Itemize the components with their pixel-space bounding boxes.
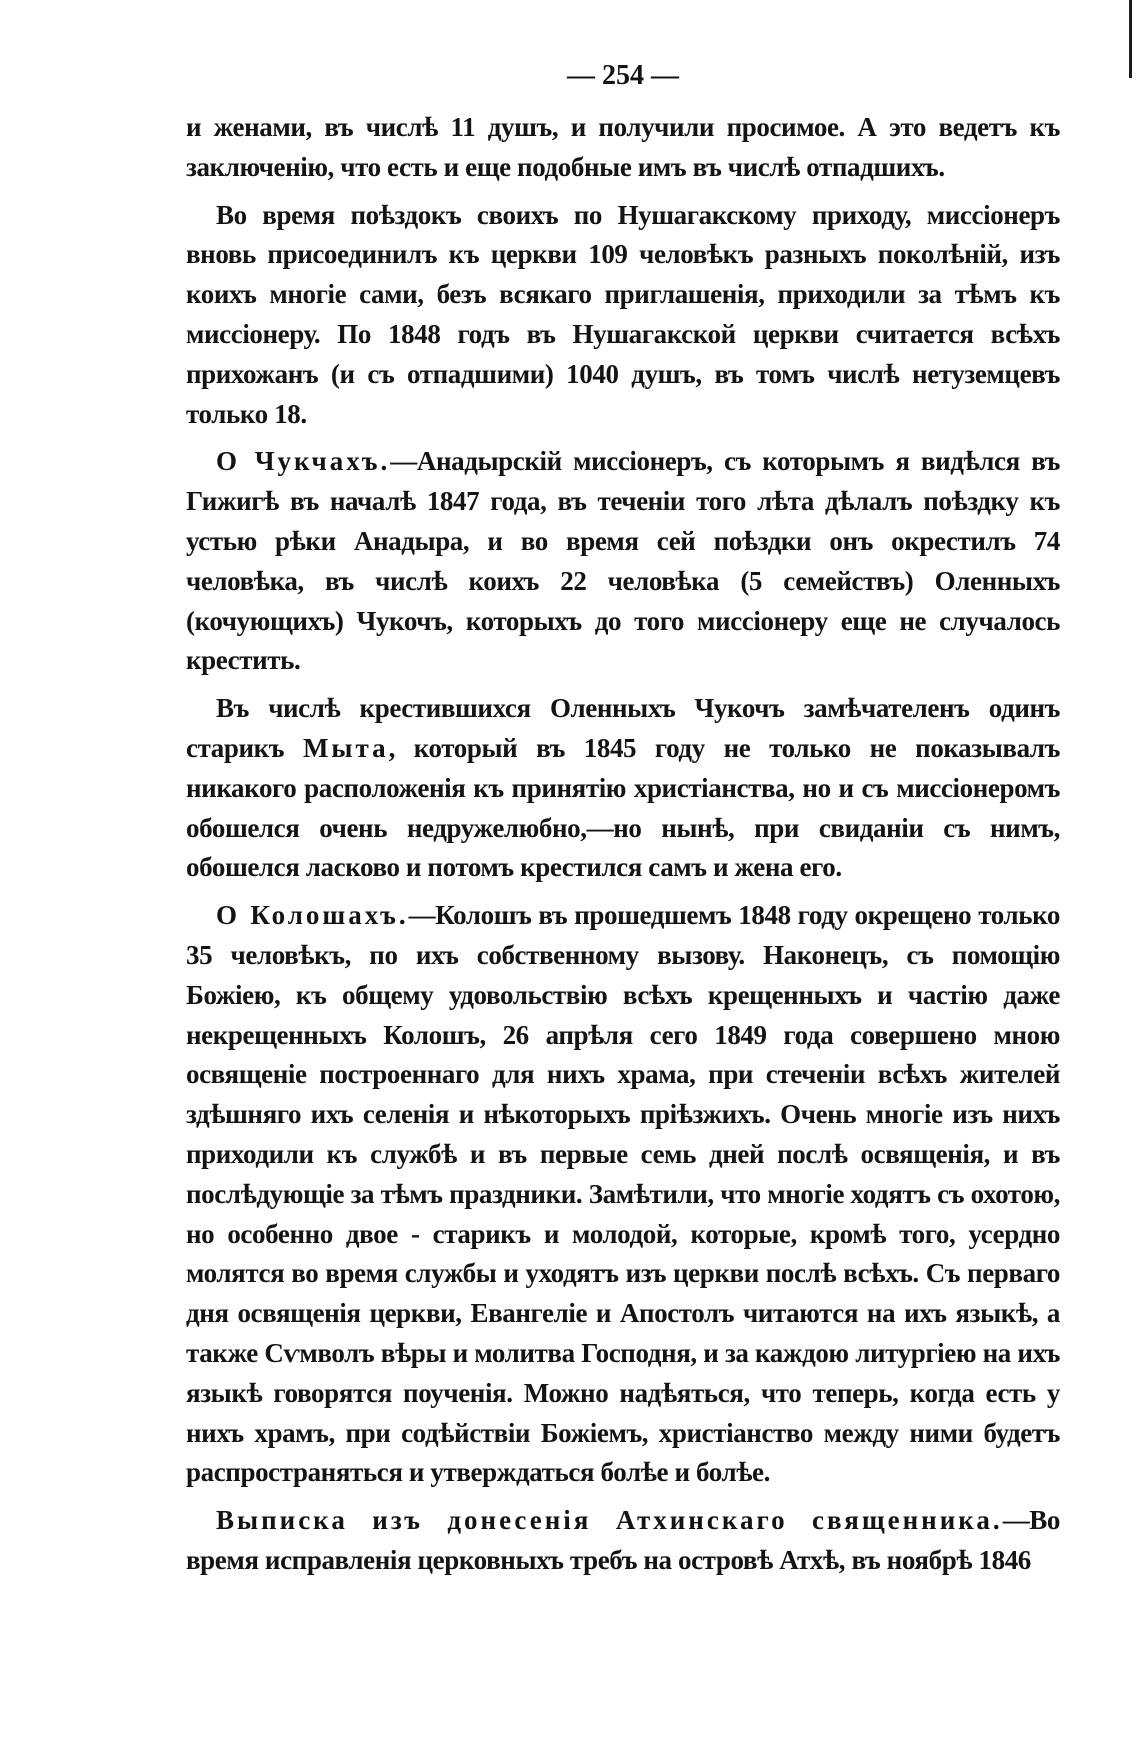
- paragraph-koloshi: [186, 896, 1060, 1493]
- paragraph-koloshi-text: —Колошъ въ прошедшемъ 1848 году окрещено только 35 человѣкъ, по ихъ собственному вызову. Наконецъ, съ помощію Божіею, къ общему удовольствію всѣхъ крещенныхъ и частію даже некрещенныхъ Колошъ, 26 апрѣля сего 1849 года совершено мною освященіе построеннаго для нихъ храма, при стеченіи всѣхъ жителей здѣшняго ихъ селенія и нѣкоторыхъ пріѣзжихъ. Очень многіе изъ нихъ приходили къ службѣ и въ первые семь дней послѣ освященія, и въ послѣдующіе за тѣмъ праздники. Замѣтили, что многіе ходятъ съ охотою, но особенно двое - старикъ и молодой, которые, кромѣ того, усердно молятся во время службы и уходятъ изъ церкви послѣ всѣхъ. Съ перваго дня освященія церкви, Евангеліе и Апостолъ читаются на ихъ языкѣ, а также Сѵмволъ вѣры и молитва Господня, и за каждою литургіею на ихъ языкѣ говорятся поученія. Можно надѣяться, что теперь, когда есть у нихъ храмъ, при содѣйствіи Божіемъ, христіанство между ними будетъ распространяться и утверждаться болѣе и болѣе.: [186, 900, 1060, 1488]
- book-page: [186, 60, 1060, 1589]
- heading-chukchi: О Чукчахъ.: [216, 446, 391, 477]
- heading-atkha: Выписка изъ донесенія Атхинскаго священника.: [216, 1505, 1003, 1536]
- paragraph-2-text: Во время поѣздокъ своихъ по Нушагакскому приходу, миссіонеръ вновь присоединилъ къ церкви 109 человѣкъ разныхъ поколѣній, изъ коихъ многіе сами, безъ всякаго приглашенія, приходили за тѣмъ къ миссіонеру. По 1848 годъ въ Нушагакской церкви считается всѣхъ прихожанъ (и съ отпадшими) 1040 душъ, въ томъ числѣ нетуземцевъ только 18.: [186, 199, 1060, 429]
- page-number: — 254 —: [567, 60, 679, 91]
- name-myta: Мыта: [302, 732, 389, 763]
- paragraph-atkha-text: —Во время исправленія церковныхъ требъ на островѣ Атхѣ, въ ноябрѣ 1846: [186, 1505, 1060, 1575]
- page-edge-line: [1129, 0, 1132, 78]
- paragraph-1: [186, 108, 1060, 188]
- paragraph-myta: [186, 689, 1060, 888]
- paragraph-myta-text-after: , который въ 1845 году не только не показывалъ никакого расположенія къ принятію христіанства, но и съ миссіонеромъ обошелся очень недружелюбно,—но нынѣ, при свиданіи съ нимъ, обошелся ласково и потомъ крестился самъ и жена его.: [186, 732, 1061, 883]
- paragraph-1-text: и женами, въ числѣ 11 душъ, и получили просимое. А это ведетъ къ заключенію, что есть и еще подобные имъ въ числѣ отпадшихъ.: [186, 112, 1060, 182]
- paragraph-myta-text-before: Въ числѣ крестившихся Оленныхъ Чукочъ замѣчателенъ одинъ старикъ: [186, 693, 1060, 763]
- paragraph-atkha: [186, 1501, 1060, 1581]
- paragraph-chukchi: [186, 442, 1060, 681]
- paragraph-chukchi-text: —Анадырскій миссіонеръ, съ которымъ я видѣлся въ Гижигѣ въ началѣ 1847 года, въ теченіи того лѣта дѣлалъ поѣздку къ устью рѣки Анадыра, и во время сей поѣздки онъ окрестилъ 74 человѣка, въ числѣ коихъ 22 человѣка (5 семействъ) Оленныхъ (кочующихъ) Чукочъ, которыхъ до того миссіонеру еще не случалось крестить.: [186, 446, 1061, 676]
- heading-koloshi: О Колошахъ.: [216, 900, 409, 931]
- paragraph-2: [186, 196, 1060, 435]
